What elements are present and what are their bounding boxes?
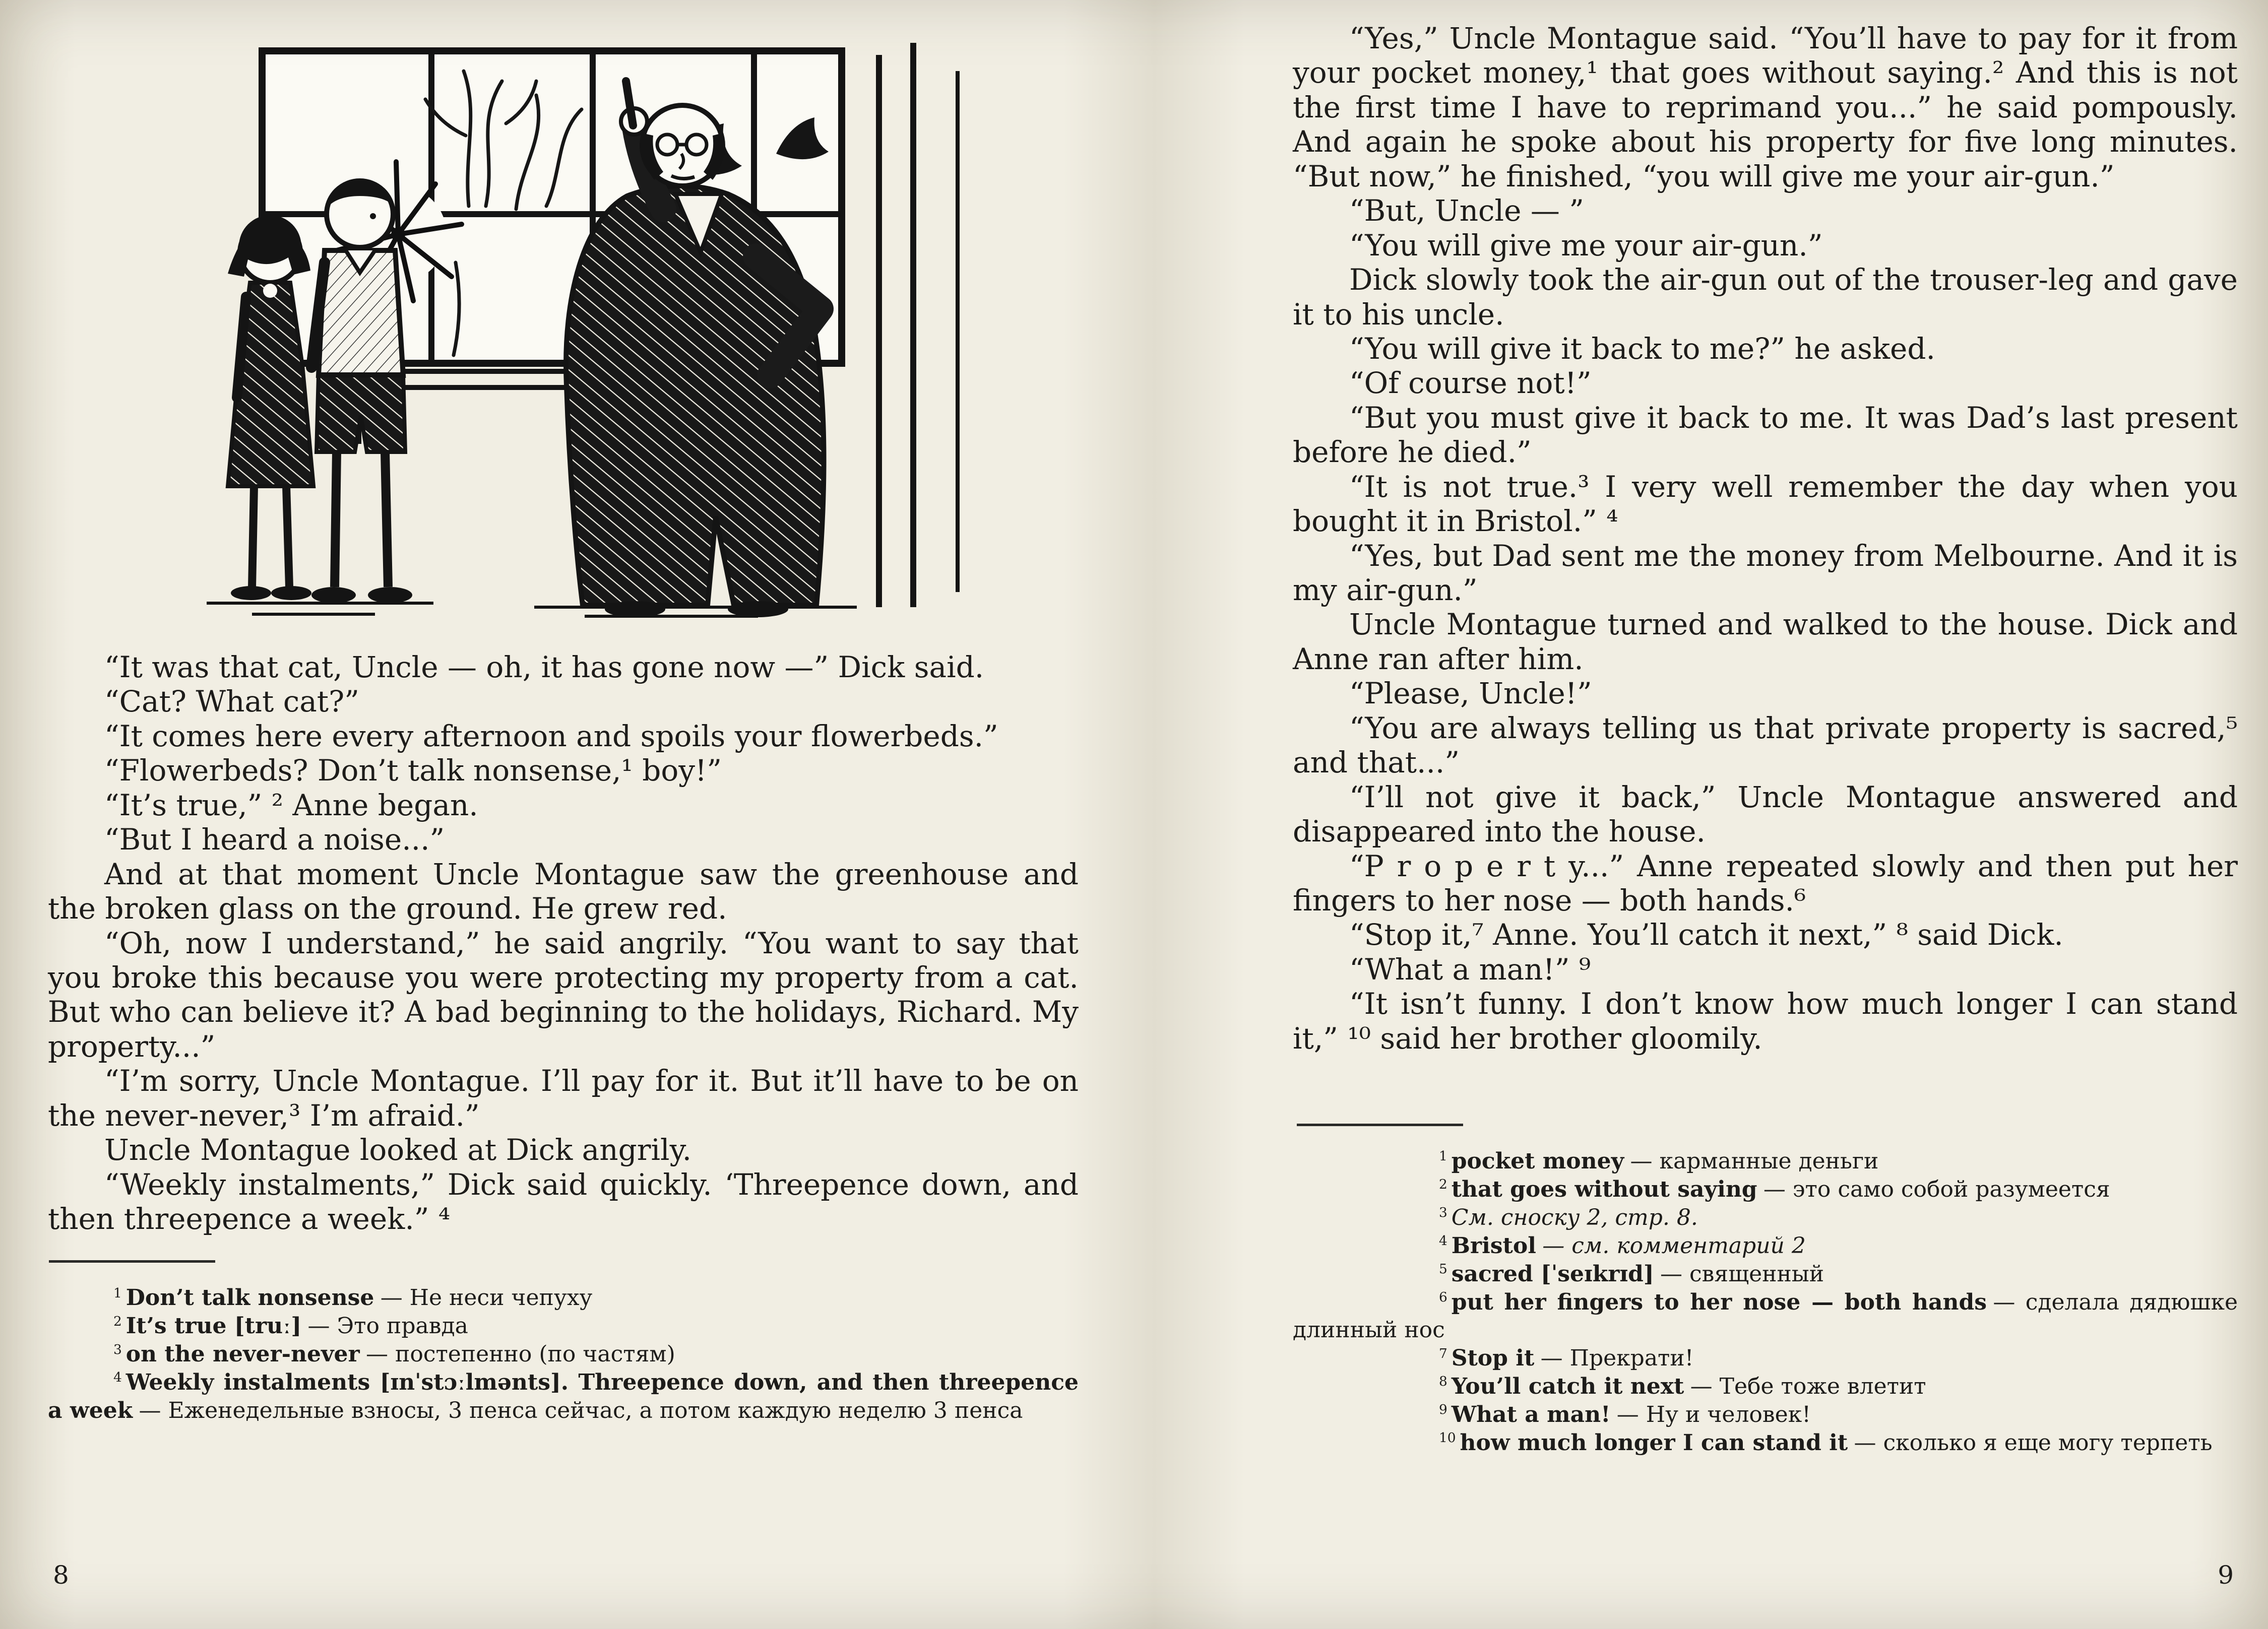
paragraph: “It was that cat, Uncle — oh, it has gone now —” Dick said.	[104, 650, 984, 684]
paragraph: “You will give it back to me?” he asked.	[1349, 331, 1935, 366]
paragraph: “Please, Uncle!”	[1349, 676, 1592, 711]
footnote-translation: — сколько я еще могу терпеть	[1854, 1429, 2213, 1456]
footnote-term: pocket money	[1451, 1148, 1624, 1175]
paragraph: “It’s true,” ² Anne began.	[104, 788, 478, 822]
footnote-number: 2	[1439, 1177, 1447, 1193]
footnote	[1293, 1147, 2238, 1176]
footnote-number: 9	[1439, 1402, 1447, 1418]
footnote-number: 4	[1439, 1233, 1447, 1249]
paragraph: Uncle Montague turned and walked to the house. Dick and Anne ran after him.	[1293, 607, 2238, 676]
paragraph: “Oh, now I understand,” he said angrily. “You want to say that you broke this because you were protecting my property from a cat. But who can believe it? A bad beginning to the holidays, Richard. My property...”	[48, 926, 1079, 1064]
footnote-term: that goes without saying	[1451, 1177, 1757, 1202]
footnote-number: 1	[1439, 1148, 1447, 1164]
footnote-translation: — см. комментарий 2	[1542, 1232, 1806, 1259]
paragraph: “What a man!” ⁹	[1349, 952, 1591, 987]
paragraph: “P r o p e r t y...” Anne repeated slowly and then put her fingers to her nose — both hands.⁶	[1293, 849, 2238, 918]
footnote-translation: — Прекрати!	[1540, 1345, 1694, 1372]
footnote-term: It’s true [truː]	[125, 1313, 302, 1339]
footnote-translation: — карманные деньги	[1630, 1148, 1879, 1175]
paragraph: “I’m sorry, Uncle Montague. I’ll pay for it. But it’ll have to be on the never-never,³ I’m afraid.”	[48, 1064, 1079, 1133]
footnote	[48, 1312, 1079, 1340]
paragraph: Dick slowly took the air-gun out of the trouser-leg and gave it to his uncle.	[1293, 263, 2238, 332]
door-frame	[879, 43, 958, 607]
footnote-number: 3	[113, 1341, 122, 1357]
footnote-translation: См. сноску 2, стр. 8.	[1451, 1204, 1698, 1230]
illustration-drawing	[106, 43, 1023, 622]
footnote	[48, 1340, 1079, 1369]
footnote-number: 5	[1439, 1261, 1447, 1277]
footnote-number: 1	[113, 1285, 122, 1301]
footnote-number: 7	[1439, 1345, 1447, 1361]
paragraph: And at that moment Uncle Montague saw the greenhouse and the broken glass on the ground. He grew red.	[48, 857, 1079, 926]
footnote-term: how much longer I can stand it	[1460, 1429, 1848, 1456]
footnote-term: Don’t talk nonsense	[125, 1285, 374, 1311]
footnote	[1293, 1232, 2238, 1260]
paragraph: “It comes here every afternoon and spoils your flowerbeds.”	[104, 719, 998, 753]
footnote-translation: — это само собой разумеется	[1763, 1177, 2110, 1202]
story-illustration	[106, 43, 1023, 622]
footnote-number: 2	[113, 1313, 122, 1329]
footnote-term: put her fingers to her nose — both hands	[1451, 1289, 1987, 1315]
footnote	[48, 1284, 1079, 1312]
footnote-translation: — постепенно (по частям)	[366, 1341, 675, 1367]
paragraph: “Yes, but Dad sent me the money from Melbourne. And it is my air-gun.”	[1293, 538, 2238, 607]
right-page	[1293, 0, 2238, 1629]
left-page-text	[48, 650, 1079, 1236]
footnote	[48, 1369, 1079, 1425]
footnote-translation: — Тебе тоже влетит	[1690, 1374, 1926, 1400]
right-page-text	[1293, 21, 2238, 1056]
footnote-translation: — Ну и человек!	[1616, 1402, 1811, 1427]
paragraph: “Yes,” Uncle Montague said. “You’ll have to pay for it from your pocket money,¹ that goes without saying.² And this is not the first time I have to reprimand you...” he said pompously. And again he spoke about his property for five long minutes. “But now,” he finished, “you will give me your air-gun.”	[1293, 21, 2238, 193]
footnote	[1293, 1429, 2238, 1457]
footnote-translation: — Еженедельные взносы, 3 пенса сейчас, а потом каждую неделю 3 пенса	[139, 1397, 1023, 1423]
footnote-term: on the never-never	[125, 1341, 360, 1367]
paragraph: “It isn’t funny. I don’t know how much longer I can stand it,” ¹⁰ said her brother gloomily.	[1293, 987, 2238, 1056]
footnote-term: What a man!	[1451, 1402, 1611, 1427]
footnote	[1293, 1401, 2238, 1429]
paragraph: “But I heard a noise...”	[104, 822, 445, 857]
paragraph: “It is not true.³ I very well remember the day when you bought it in Bristol.” ⁴	[1293, 469, 2238, 539]
paragraph: “Of course not!”	[1349, 366, 1592, 401]
right-footnotes	[1293, 1147, 2238, 1457]
footnote-number: 3	[1439, 1205, 1447, 1221]
footnote	[1293, 1373, 2238, 1401]
footnote-translation: — сделала дядюшке длинный нос	[1293, 1289, 2238, 1343]
footnote-term: Weekly instalments [ɪnˈstɔːlmənts]. Threepence down, and then threepence a week	[48, 1370, 1079, 1423]
footnote-number: 8	[1439, 1374, 1447, 1390]
footnote-divider	[1297, 1124, 1463, 1126]
footnote-number: 4	[113, 1370, 122, 1386]
page-number-right: 9	[2218, 1560, 2234, 1590]
paragraph: “You will give me your air-gun.”	[1349, 228, 1823, 263]
footnote-translation: — священный	[1660, 1261, 1824, 1287]
footnote	[1293, 1176, 2238, 1204]
paragraph: “But, Uncle — ”	[1349, 193, 1584, 228]
footnote-number: 10	[1439, 1430, 1456, 1446]
paragraph: “Cat? What cat?”	[104, 684, 359, 719]
footnote	[1293, 1344, 2238, 1373]
footnote-term: Bristol	[1451, 1232, 1536, 1259]
left-footnotes	[48, 1284, 1079, 1424]
paragraph: “Flowerbeds? Don’t talk nonsense,¹ boy!”	[104, 753, 722, 788]
paragraph: “But you must give it back to me. It was Dad’s last present before he died.”	[1293, 400, 2238, 470]
page-number-left: 8	[53, 1560, 69, 1590]
footnote-term: You’ll catch it next	[1451, 1374, 1684, 1400]
footnote	[1293, 1204, 2238, 1232]
paragraph: “I’ll not give it back,” Uncle Montague answered and disappeared into the house.	[1293, 779, 2238, 849]
footnote-number: 6	[1439, 1289, 1447, 1305]
footnote-translation: — Не неси чепуху	[380, 1285, 593, 1311]
footnote-term: Stop it	[1451, 1345, 1535, 1372]
footnote	[1293, 1260, 2238, 1288]
paragraph: Uncle Montague looked at Dick angrily.	[104, 1133, 692, 1167]
footnote-translation: — Это правда	[307, 1313, 468, 1339]
footnote	[1293, 1288, 2238, 1345]
footnote-divider	[49, 1260, 215, 1263]
paragraph: “Stop it,⁷ Anne. You’ll catch it next,” ⁸ said Dick.	[1349, 918, 2063, 952]
paragraph: “You are always telling us that private property is sacred,⁵ and that...”	[1293, 710, 2238, 780]
left-page	[48, 0, 1079, 1629]
paragraph: “Weekly instalments,” Dick said quickly. ‘Threepence down, and then threepence a week.” ⁴	[48, 1167, 1079, 1236]
footnote-term: sacred [ˈseɪkrɪd]	[1451, 1261, 1654, 1287]
